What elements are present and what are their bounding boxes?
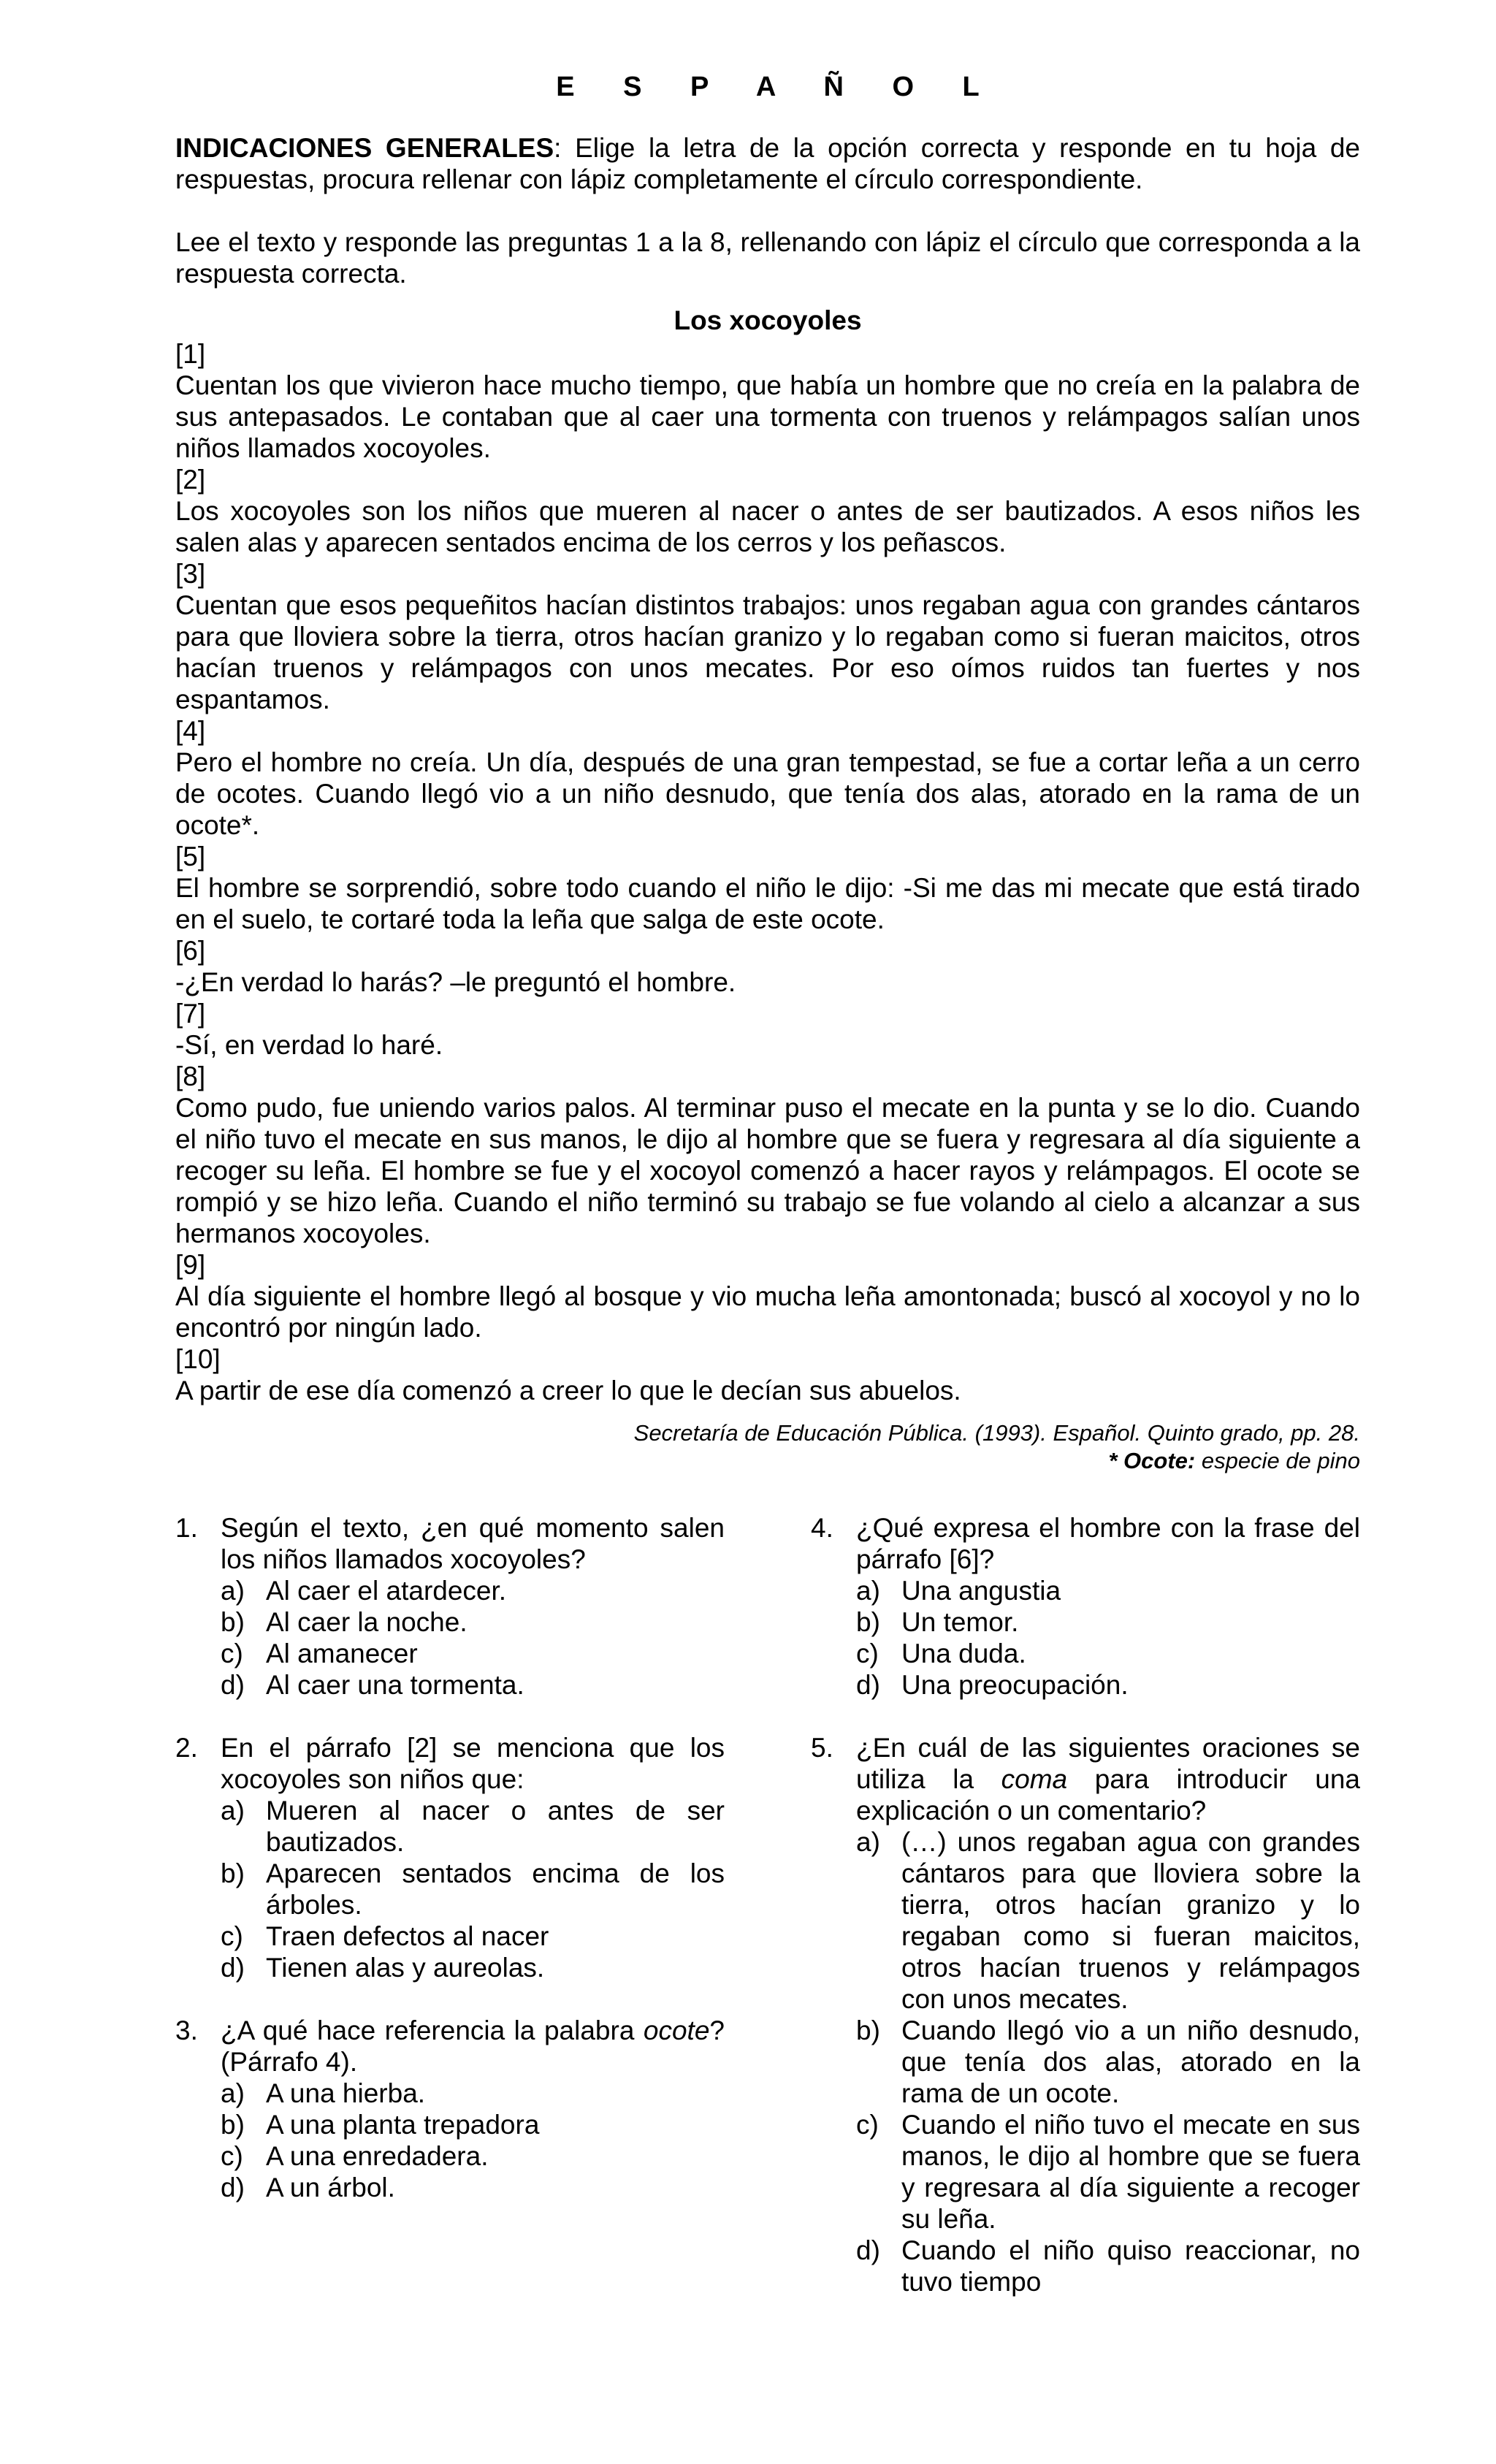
story-title: Los xocoyoles — [673, 305, 862, 335]
question-1 — [175, 1512, 725, 1701]
question-number: 2. — [175, 1733, 198, 1763]
option-text: Tienen alas y aureolas. — [266, 1953, 545, 1983]
option-letter: b) — [856, 2015, 880, 2045]
source-citation — [175, 1419, 1360, 1475]
question-text-start: ¿A qué hace referencia la palabra — [221, 2015, 644, 2045]
question-number: 4. — [811, 1513, 833, 1543]
story-paragraph: Los xocoyoles son los niños que mueren al nacer o antes de ser bautizados. A esos niños les salen alas y aparecen sentados encima de los cerros y los peñascos. — [175, 496, 1360, 557]
option-letter: b) — [221, 1607, 245, 1637]
option-text: Mueren al nacer o antes de ser bautizados. — [266, 1796, 725, 1857]
question-text — [221, 2015, 725, 2078]
paragraph-number: [6] — [175, 936, 206, 966]
option-letter: a) — [856, 1576, 880, 1606]
option-d[interactable] — [175, 2172, 725, 2203]
question-text-end: ? (Párrafo 4). — [221, 2015, 725, 2077]
question-keyword: coma — [1001, 1764, 1068, 1794]
option-letter: d) — [856, 2235, 880, 2265]
question-2 — [175, 1732, 725, 1983]
option-a[interactable] — [175, 2078, 725, 2109]
story-paragraph: -Sí, en verdad lo haré. — [175, 1030, 443, 1060]
option-text: Una preocupación. — [901, 1670, 1129, 1700]
option-d[interactable] — [175, 1952, 725, 1983]
question-text — [856, 1732, 1360, 1826]
option-letter: c) — [856, 2110, 879, 2140]
paragraph-number: [7] — [175, 999, 206, 1029]
footnote-term: * Ocote: — [1108, 1448, 1196, 1473]
story-paragraph: Cuentan que esos pequeñitos hacían distintos trabajos: unos regaban agua con grandes cántaros para que lloviera sobre la tierra, otros hacían granizo y lo regaban como si fueran maicitos, otros hacían truenos y relámpagos con unos mecates. Por eso oímos ruidos tan fuertes y nos espantamos. — [175, 590, 1360, 714]
question-number: 3. — [175, 2015, 198, 2045]
option-text: (…) unos regaban agua con grandes cántaros para que lloviera sobre la tierra, otros hacían granizo y lo regaban como si fueran maicitos, otros hacían truenos y relámpagos con unos mecates. — [901, 1827, 1360, 2014]
reading-instructions: Lee el texto y responde las preguntas 1 a la 8, rellenando con lápiz el círculo que corresponda a la respuesta correcta. — [175, 227, 1360, 289]
question-3 — [175, 2015, 725, 2203]
general-instructions — [175, 132, 1360, 195]
option-b[interactable] — [811, 1606, 1360, 1638]
paragraph-number: [8] — [175, 1061, 206, 1091]
questions-left-column — [175, 1512, 725, 2235]
citation-text: Secretaría de Educación Pública. (1993). Español. Quinto grado, pp. 28. — [633, 1420, 1360, 1446]
option-text: A una planta trepadora — [266, 2110, 540, 2140]
question-text: En el párrafo [2] se menciona que los xocoyoles son niños que: — [221, 1733, 725, 1794]
option-letter: a) — [221, 1576, 245, 1606]
paragraph-number: [1] — [175, 339, 206, 369]
option-c[interactable] — [175, 1921, 725, 1952]
option-text: Cuando llegó vio a un niño desnudo, que tenía dos alas, atorado en la rama de un ocote. — [901, 2015, 1360, 2108]
story-paragraph: Al día siguiente el hombre llegó al bosque y vio mucha leña amontonada; buscó al xocoyol y no lo encontró por ningún lado. — [175, 1281, 1360, 1343]
question-text: Según el texto, ¿en qué momento salen los niños llamados xocoyoles? — [221, 1513, 725, 1574]
footnote — [175, 1447, 1360, 1475]
option-letter: d) — [221, 2173, 245, 2202]
option-b[interactable] — [175, 2109, 725, 2140]
paragraph-number: [3] — [175, 559, 206, 589]
option-text: Cuando el niño quiso reaccionar, no tuvo tiempo — [901, 2235, 1360, 2297]
option-text: Al amanecer — [266, 1639, 418, 1668]
question-text: ¿Qué expresa el hombre con la frase del párrafo [6]? — [856, 1513, 1360, 1574]
option-text: Cuando el niño tuvo el mecate en sus manos, le dijo al hombre que se fuera y regresara al día siguiente a recoger su leña. — [901, 2110, 1360, 2234]
story-body — [175, 338, 1360, 1406]
story-paragraph: El hombre se sorprendió, sobre todo cuando el niño le dijo: -Si me das mi mecate que está tirado en el suelo, te cortaré toda la leña que salga de este ocote. — [175, 873, 1360, 934]
option-a[interactable] — [175, 1575, 725, 1606]
story-paragraph: Pero el hombre no creía. Un día, después de una gran tempestad, se fue a cortar leña a un cerro de ocotes. Cuando llegó vio a un niño desnudo, que tenía dos alas, atorado en la rama de un ocote*. — [175, 747, 1360, 840]
paragraph-number: [10] — [175, 1344, 221, 1374]
option-c[interactable] — [811, 1638, 1360, 1669]
option-letter: d) — [221, 1670, 245, 1700]
option-letter: b) — [221, 1858, 245, 1888]
option-letter: d) — [856, 1670, 880, 1700]
question-text-end: para introducir una explicación o un comentario? — [856, 1764, 1360, 1826]
question-5 — [811, 1732, 1360, 2297]
option-a[interactable] — [811, 1826, 1360, 2015]
option-letter: c) — [221, 1639, 243, 1668]
story-paragraph: A partir de ese día comenzó a creer lo que le decían sus abuelos. — [175, 1376, 961, 1405]
option-c[interactable] — [175, 2140, 725, 2172]
option-letter: b) — [856, 1607, 880, 1637]
story-paragraph: Como pudo, fue uniendo varios palos. Al terminar puso el mecate en la punta y se lo dio. Cuando el niño tuvo el mecate en sus manos, le dijo al hombre que se fuera y regresara al día siguiente a recoger su leña. El hombre se fue y el xocoyol comenzó a hacer rayos y relámpagos. El ocote se rompió y se hizo leña. Cuando el niño terminó su trabajo se fue volando al cielo a alcanzar a sus hermanos xocoyoles. — [175, 1093, 1360, 1248]
option-letter: a) — [221, 2078, 245, 2108]
questions-right-column — [811, 1512, 1360, 2329]
option-b[interactable] — [811, 2015, 1360, 2109]
option-text: Al caer el atardecer. — [266, 1576, 507, 1606]
footnote-definition: especie de pino — [1195, 1448, 1360, 1473]
option-a[interactable] — [811, 1575, 1360, 1606]
option-d[interactable] — [811, 2235, 1360, 2297]
option-letter: a) — [856, 1827, 880, 1857]
option-letter: c) — [221, 1921, 243, 1951]
option-text: A una hierba. — [266, 2078, 426, 2108]
option-text: Aparecen sentados encima de los árboles. — [266, 1858, 725, 1920]
option-b[interactable] — [175, 1858, 725, 1921]
option-text: Una duda. — [901, 1639, 1026, 1668]
option-letter: b) — [221, 2110, 245, 2140]
general-instructions-label: INDICACIONES GENERALES — [175, 133, 554, 163]
option-text: Traen defectos al nacer — [266, 1921, 549, 1951]
option-d[interactable] — [175, 1669, 725, 1701]
option-letter: a) — [221, 1796, 245, 1826]
option-text: Al caer una tormenta. — [266, 1670, 524, 1700]
paragraph-number: [4] — [175, 716, 206, 746]
page-title: E S P A Ñ O L — [556, 72, 1000, 102]
paragraph-number: [5] — [175, 842, 206, 871]
option-letter: c) — [221, 2141, 243, 2171]
question-4 — [811, 1512, 1360, 1701]
option-text: A una enredadera. — [266, 2141, 489, 2171]
question-number: 5. — [811, 1733, 833, 1763]
option-text: Al caer la noche. — [266, 1607, 468, 1637]
question-keyword: ocote — [643, 2015, 710, 2045]
option-c[interactable] — [175, 1638, 725, 1669]
question-number: 1. — [175, 1513, 198, 1543]
exam-page — [175, 58, 1360, 2297]
option-d[interactable] — [811, 1669, 1360, 1701]
paragraph-number: [2] — [175, 465, 206, 495]
option-text: Una angustia — [901, 1576, 1061, 1606]
paragraph-number: [9] — [175, 1250, 206, 1280]
story-paragraph: Cuentan los que vivieron hace mucho tiempo, que había un hombre que no creía en la palabra de sus antepasados. Le contaban que al caer una tormenta con truenos y relámpagos salían unos niños llamados xocoyoles. — [175, 370, 1360, 463]
option-letter: d) — [221, 1953, 245, 1983]
option-c[interactable] — [811, 2109, 1360, 2235]
option-text: A un árbol. — [266, 2173, 395, 2202]
option-text: Un temor. — [901, 1607, 1019, 1637]
option-a[interactable] — [175, 1795, 725, 1858]
option-b[interactable] — [175, 1606, 725, 1638]
story-paragraph: -¿En verdad lo harás? –le preguntó el hombre. — [175, 967, 736, 997]
question-text-start: ¿En cuál de las siguientes oraciones se utiliza la — [856, 1733, 1360, 1794]
general-instructions-text: : Elige la letra de la opción correcta y responde en tu hoja de respuestas, procura rellenar con lápiz completamente el círculo correspondiente. — [175, 133, 1360, 194]
option-letter: c) — [856, 1639, 879, 1668]
